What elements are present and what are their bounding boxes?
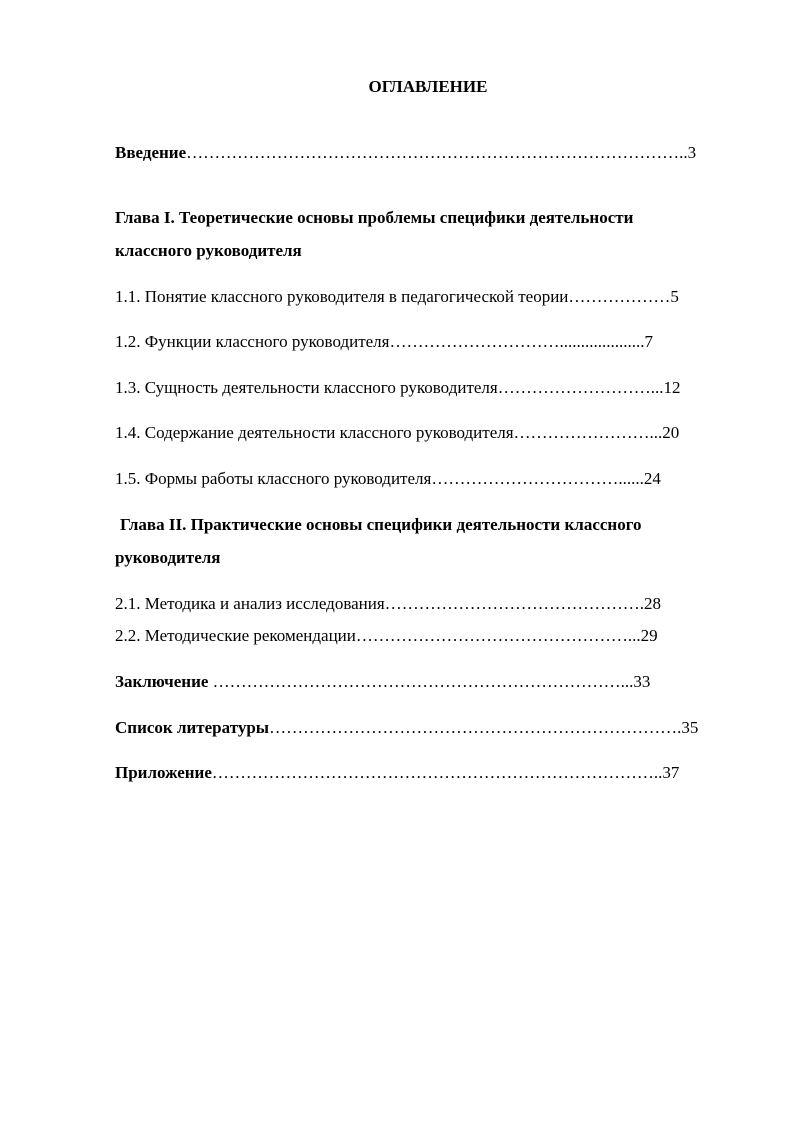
toc-entry-conclusion[interactable] [115,671,740,693]
toc-entry-label: Заключение [115,672,209,691]
toc-leader-dots: …………………………………………………………………………….. [186,143,688,162]
toc-entry-label: 1.2. Функции классного руководителя [115,332,390,351]
toc-entry-1-3[interactable] [115,377,740,399]
toc-entry-label: 1.1. Понятие классного руководителя в педагогической теории [115,287,569,306]
toc-entry-label: Введение [115,143,187,162]
toc-chapter-2-line-1[interactable]: Глава II. Практические основы специфики деятельности классного [120,515,642,534]
toc-leader-dots: ………………………………………………………………. [269,718,682,737]
toc-page-number: 37 [662,763,680,782]
toc-leader-dots: ………………………………………………………………... [208,672,634,691]
toc-leader-dots: …………………………………………... [355,626,641,645]
toc-entry-2-1[interactable] [115,593,740,615]
toc-leader-dots: ………………………... [497,378,664,397]
toc-page-number: 35 [681,718,699,737]
toc-entry-label: 1.5. Формы работы классного руководителя [115,469,432,488]
toc-page-number: 3 [687,143,697,162]
toc-page-number: 29 [640,626,658,645]
toc-chapter-1-line-1[interactable]: Глава I. Теоретические основы проблемы специфики деятельности [115,208,634,227]
toc-entry-1-1[interactable] [115,286,740,308]
toc-entry-label: Приложение [115,763,212,782]
toc-page-number: 33 [633,672,651,691]
toc-entry-1-5[interactable] [115,468,740,490]
toc-chapter-1-line-2[interactable]: классного руководителя [115,241,302,260]
toc-page-number: 5 [670,287,679,306]
toc-page-number: 12 [663,378,681,397]
toc-leader-dots: …………………………………………………………………….. [211,763,663,782]
toc-leader-dots: ……………… [568,287,671,306]
toc-entry-2-2[interactable] [115,625,740,647]
toc-entry-label: 1.3. Сущность деятельности классного руководителя [115,378,498,397]
toc-entry-label: 1.4. Содержание деятельности классного руководителя [115,423,514,442]
toc-page-number: 20 [662,423,680,442]
toc-leader-dots: ……………………………...... [431,469,644,488]
toc-entry-1-4[interactable] [115,422,740,444]
toc-chapter-2-line-2[interactable]: руководителя [115,548,221,567]
toc-entry-1-2[interactable] [115,331,740,353]
toc-entry-appendix[interactable] [115,762,740,784]
toc-page-number: 28 [643,594,661,613]
toc-page-number: 7 [644,332,653,351]
page-title: ОГЛАВЛЕНИЕ [368,77,488,96]
toc-entry-intro[interactable] [115,142,740,164]
toc-entry-label: 2.2. Методические рекомендации [115,626,356,645]
toc-entry-label: 2.1. Методика и анализ исследования [115,594,385,613]
toc-leader-dots: ……………………... [513,423,663,442]
toc-leader-dots: ………………………………………. [384,594,644,613]
toc-page-number: 24 [643,469,661,488]
toc-leader-dots: ………………………….................... [389,332,645,351]
toc-entry-label: Список литературы [115,718,270,737]
toc-entry-references[interactable] [115,717,740,739]
